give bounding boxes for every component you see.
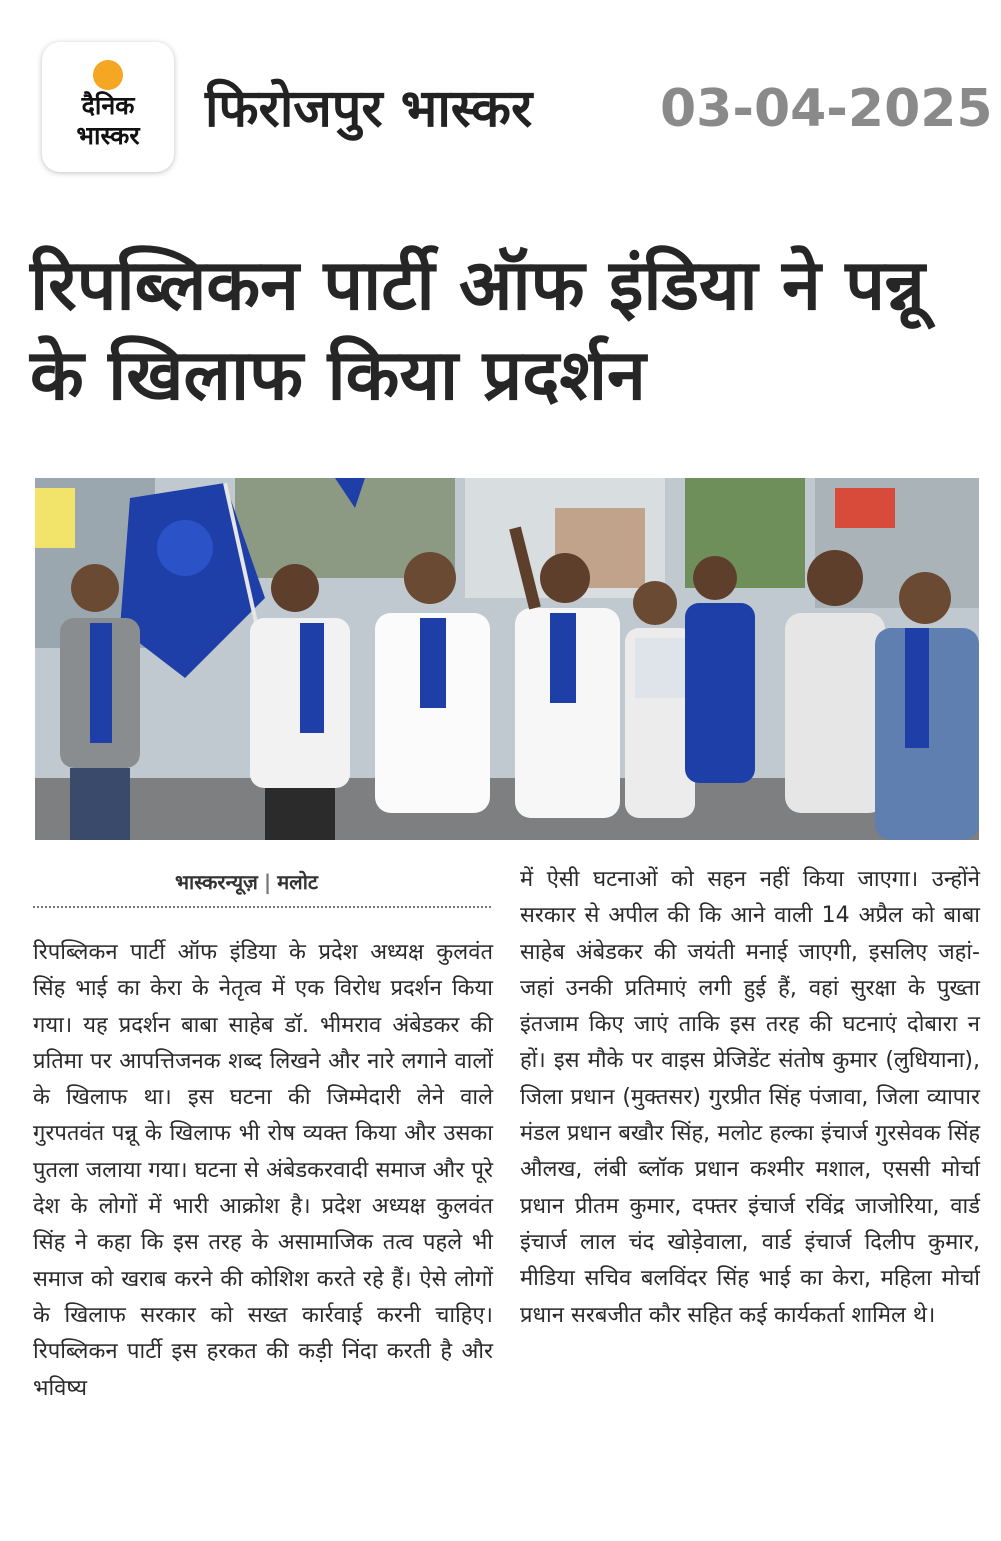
- edition-title: फिरोजपुर भास्कर: [205, 79, 533, 139]
- article-headline: रिपब्लिकन पार्टी ऑफ इंडिया ने पन्नू के खिलाफ किया प्रदर्शन: [30, 244, 925, 416]
- protest-photo: [35, 478, 979, 840]
- byline-divider: [33, 906, 491, 908]
- logo-text-line1: दैनिक: [81, 91, 135, 120]
- edition-date: 03-04-2025: [660, 79, 993, 139]
- logo-text-line2: भास्कर: [76, 121, 140, 150]
- byline-source: भास्करन्यूज़: [175, 870, 258, 894]
- dainik-bhaskar-logo: [42, 42, 174, 172]
- protest-photo-illustration: [35, 478, 979, 840]
- page-header: [0, 0, 1001, 200]
- article-column-left: रिपब्लिकन पार्टी ऑफ इंडिया के प्रदेश अध्यक्ष कुलवंत सिंह भाई का केरा के नेतृत्व में एक विरोध प्रदर्शन किया गया। यह प्रदर्शन बाबा साहेब डॉ. भीमराव अंबेडकर की प्रतिमा पर आपत्तिजनक शब्द लिखने और नारे लगाने वालों के खिलाफ था। इस घटना की जिम्मेदारी लेने वाले गुरपतवंत पन्नू के खिलाफ भी रोष व्यक्त किया और उसका पुतला जलाया गया। घटना से अंबेडकरवादी समाज और पूरे देश के लोगों में भारी आक्रोश है। प्रदेश अध्यक्ष कुलवंत सिंह ने कहा कि इस तरह के असामाजिक तत्व पहले भी समाज को खराब करने की कोशिश करते रहे हैं। ऐसे लोगों के खिलाफ सरकार को सख्त कार्रवाई करनी चाहिए। रिपब्लिकन पार्टी इस हरकत की कड़ी निंदा करती है और भविष्य: [33, 940, 493, 1401]
- byline: [175, 868, 318, 895]
- sun-icon: [93, 60, 123, 90]
- byline-separator: |: [263, 870, 272, 894]
- article-column-right: में ऐसी घटनाओं को सहन नहीं किया जाएगा। उन्होंने सरकार से अपील की कि आने वाली 14 अप्रैल को बाबा साहेब अंबेडकर की जयंती मनाई जाएगी, इसलिए जहां-जहां उनकी प्रतिमाएं लगी हुई हैं, वहां सुरक्षा के पुख्ता इंतजाम किए जाएं ताकि इस तरह की घटनाएं दोबारा न हों। इस मौके पर वाइस प्रेजिडेंट संतोष कुमार (लुधियाना), जिला प्रधान (मुक्तसर) गुरप्रीत सिंह पंजावा, जिला व्यापार मंडल प्रधान बखौर सिंह, मलोट हल्का इंचार्ज गुरसेवक सिंह औलख, लंबी ब्लॉक प्रधान कश्मीर मशाल, एससी मोर्चा प्रधान प्रीतम कुमार, दफ्तर इंचार्ज रविंद्र जाजोरिया, वार्ड इंचार्ज लाल चंद खोड़ेवाला, वार्ड इंचार्ज दिलीप कुमार, मीडिया सचिव बलविंदर सिंह भाई का केरा, महिला मोर्चा प्रधान सरबजीत कौर सहित कई कार्यकर्ता शामिल थे।: [520, 867, 980, 1328]
- byline-place: मलोट: [277, 870, 318, 894]
